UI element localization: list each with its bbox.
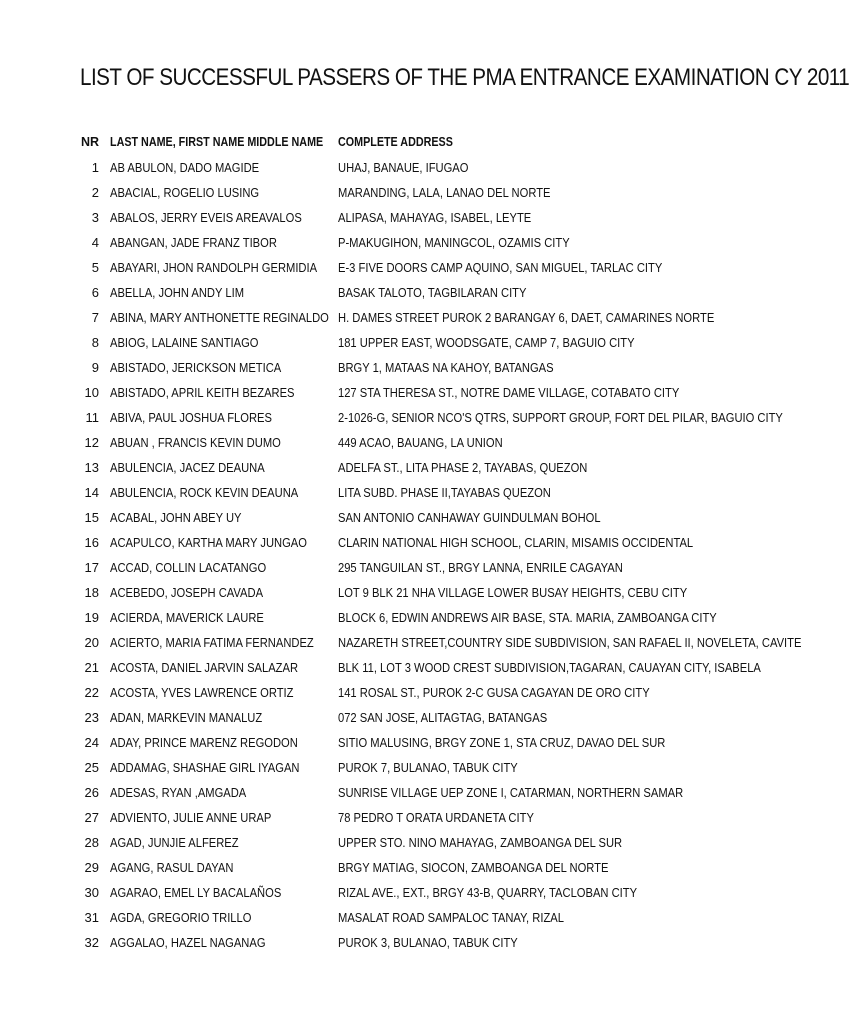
table-row	[0, 855, 768, 880]
row-name: ABIVA, PAUL JOSHUA FLORES	[110, 410, 272, 425]
row-address: MASALAT ROAD SAMPALOC TANAY, RIZAL	[338, 910, 564, 925]
table-row	[0, 455, 768, 480]
table-row	[0, 805, 768, 830]
header-address: COMPLETE ADDRESS	[338, 135, 453, 149]
table-row	[0, 505, 768, 530]
row-nr: 23	[84, 710, 99, 725]
row-address: P-MAKUGIHON, MANINGCOL, OZAMIS CITY	[338, 235, 570, 250]
row-name: ABIOG, LALAINE SANTIAGO	[110, 335, 259, 350]
header-nr: NR	[80, 135, 99, 149]
row-address: E-3 FIVE DOORS CAMP AQUINO, SAN MIGUEL, TARLAC CITY	[338, 260, 663, 275]
row-nr: 31	[84, 910, 99, 925]
row-nr: 12	[84, 435, 99, 450]
row-address: 127 STA THERESA ST., NOTRE DAME VILLAGE, COTABATO CITY	[338, 385, 680, 400]
row-address: 072 SAN JOSE, ALITAGTAG, BATANGAS	[338, 710, 548, 725]
row-address: BLOCK 6, EDWIN ANDREWS AIR BASE, STA. MARIA, ZAMBOANGA CITY	[338, 610, 717, 625]
row-name: ABAYARI, JHON RANDOLPH GERMIDIA	[110, 260, 318, 275]
row-nr: 13	[84, 460, 99, 475]
table-row	[0, 330, 768, 355]
row-name: ABISTADO, APRIL KEITH BEZARES	[110, 385, 295, 400]
row-nr: 22	[84, 685, 99, 700]
table-row	[0, 480, 768, 505]
row-address: BRGY 1, MATAAS NA KAHOY, BATANGAS	[338, 360, 554, 375]
row-nr: 19	[84, 610, 99, 625]
table-row	[0, 730, 768, 755]
header-name: LAST NAME, FIRST NAME MIDDLE NAME	[110, 135, 324, 149]
row-address: UPPER STO. NINO MAHAYAG, ZAMBOANGA DEL SUR	[338, 835, 623, 850]
passers-table	[0, 155, 802, 955]
row-nr: 4	[91, 235, 99, 250]
row-nr: 3	[91, 210, 99, 225]
row-name: ADDAMAG, SHASHAE GIRL IYAGAN	[110, 760, 300, 775]
row-nr: 11	[85, 410, 99, 425]
row-address: 449 ACAO, BAUANG, LA UNION	[338, 435, 503, 450]
table-row	[0, 555, 768, 580]
row-nr: 9	[91, 360, 99, 375]
row-address: BASAK TALOTO, TAGBILARAN CITY	[338, 285, 527, 300]
row-nr: 10	[84, 385, 99, 400]
row-name: ABUAN , FRANCIS KEVIN DUMO	[110, 435, 281, 450]
row-address: ALIPASA, MAHAYAG, ISABEL, LEYTE	[338, 210, 532, 225]
row-address: PUROK 3, BULANAO, TABUK CITY	[338, 935, 518, 950]
row-address: 295 TANGUILAN ST., BRGY LANNA, ENRILE CAGAYAN	[338, 560, 623, 575]
row-nr: 20	[84, 635, 99, 650]
row-name: ACOSTA, YVES LAWRENCE ORTIZ	[110, 685, 294, 700]
row-name: ABACIAL, ROGELIO LUSING	[110, 185, 260, 200]
row-name: AGDA, GREGORIO TRILLO	[110, 910, 252, 925]
row-nr: 21	[84, 660, 99, 675]
row-address: 2-1026-G, SENIOR NCO'S QTRS, SUPPORT GROUP, FORT DEL PILAR, BAGUIO CITY	[338, 410, 783, 425]
row-address: ADELFA ST., LITA PHASE 2, TAYABAS, QUEZON	[338, 460, 588, 475]
row-nr: 18	[84, 585, 99, 600]
table-row	[0, 880, 768, 905]
row-name: ABELLA, JOHN ANDY LIM	[110, 285, 245, 300]
document-title: LIST OF SUCCESSFUL PASSERS OF THE PMA ENTRANCE EXAMINATION CY 2011	[80, 64, 849, 91]
row-address: 181 UPPER EAST, WOODSGATE, CAMP 7, BAGUIO CITY	[338, 335, 635, 350]
row-name: AB ABULON, DADO MAGIDE	[110, 160, 260, 175]
row-nr: 28	[84, 835, 99, 850]
row-nr: 5	[91, 260, 99, 275]
row-address: UHAJ, BANAUE, IFUGAO	[338, 160, 469, 175]
table-header	[0, 130, 768, 155]
row-name: ACIERTO, MARIA FATIMA FERNANDEZ	[110, 635, 314, 650]
table-row	[0, 630, 802, 655]
row-nr: 6	[91, 285, 99, 300]
table-row	[0, 155, 768, 180]
row-address: BRGY MATIAG, SIOCON, ZAMBOANGA DEL NORTE	[338, 860, 609, 875]
table-row	[0, 205, 768, 230]
row-address: SAN ANTONIO CANHAWAY GUINDULMAN BOHOL	[338, 510, 601, 525]
table-row	[0, 380, 768, 405]
row-address: PUROK 7, BULANAO, TABUK CITY	[338, 760, 518, 775]
row-nr: 14	[84, 485, 99, 500]
table-row	[0, 930, 768, 955]
row-nr: 29	[84, 860, 99, 875]
row-nr: 26	[84, 785, 99, 800]
table-row	[0, 355, 768, 380]
row-address: CLARIN NATIONAL HIGH SCHOOL, CLARIN, MISAMIS OCCIDENTAL	[338, 535, 694, 550]
table-row	[0, 305, 768, 330]
row-name: ACOSTA, DANIEL JARVIN SALAZAR	[110, 660, 299, 675]
row-nr: 16	[84, 535, 99, 550]
row-address: 78 PEDRO T ORATA URDANETA CITY	[338, 810, 534, 825]
table-row	[0, 905, 768, 930]
table-row	[0, 255, 768, 280]
row-address: LITA SUBD. PHASE II,TAYABAS QUEZON	[338, 485, 551, 500]
row-address: 141 ROSAL ST., PUROK 2-C GUSA CAGAYAN DE ORO CITY	[338, 685, 650, 700]
table-row	[0, 655, 768, 680]
row-name: ACABAL, JOHN ABEY UY	[110, 510, 242, 525]
row-name: AGARAO, EMEL LY BACALAÑOS	[110, 885, 282, 900]
row-address: LOT 9 BLK 21 NHA VILLAGE LOWER BUSAY HEIGHTS, CEBU CITY	[338, 585, 688, 600]
row-name: ADAN, MARKEVIN MANALUZ	[110, 710, 263, 725]
row-nr: 1	[91, 160, 99, 175]
row-nr: 24	[84, 735, 99, 750]
table-row	[0, 530, 768, 555]
row-address: SITIO MALUSING, BRGY ZONE 1, STA CRUZ, DAVAO DEL SUR	[338, 735, 666, 750]
table-row	[0, 680, 768, 705]
table-row	[0, 830, 768, 855]
row-nr: 2	[91, 185, 99, 200]
row-address: BLK 11, LOT 3 WOOD CREST SUBDIVISION,TAGARAN, CAUAYAN CITY, ISABELA	[338, 660, 761, 675]
row-name: ABISTADO, JERICKSON METICA	[110, 360, 282, 375]
row-name: ADVIENTO, JULIE ANNE URAP	[110, 810, 272, 825]
row-nr: 25	[84, 760, 99, 775]
row-address: RIZAL AVE., EXT., BRGY 43-B, QUARRY, TACLOBAN CITY	[338, 885, 638, 900]
row-name: AGANG, RASUL DAYAN	[110, 860, 234, 875]
row-nr: 27	[84, 810, 99, 825]
row-nr: 32	[84, 935, 99, 950]
row-nr: 15	[84, 510, 99, 525]
row-nr: 30	[84, 885, 99, 900]
row-name: AGGALAO, HAZEL NAGANAG	[110, 935, 266, 950]
row-nr: 17	[84, 560, 99, 575]
table-row	[0, 405, 783, 430]
row-name: ACAPULCO, KARTHA MARY JUNGAO	[110, 535, 307, 550]
row-name: AGAD, JUNJIE ALFEREZ	[110, 835, 239, 850]
row-address: MARANDING, LALA, LANAO DEL NORTE	[338, 185, 551, 200]
row-name: ACCAD, COLLIN LACATANGO	[110, 560, 267, 575]
row-name: ABINA, MARY ANTHONETTE REGINALDO	[110, 310, 329, 325]
row-address: H. DAMES STREET PUROK 2 BARANGAY 6, DAET, CAMARINES NORTE	[338, 310, 715, 325]
table-row	[0, 430, 768, 455]
row-nr: 8	[91, 335, 99, 350]
table-row	[0, 280, 768, 305]
row-name: ACEBEDO, JOSEPH CAVADA	[110, 585, 264, 600]
row-name: ADESAS, RYAN ,AMGADA	[110, 785, 247, 800]
row-nr: 7	[91, 310, 99, 325]
row-name: ACIERDA, MAVERICK LAURE	[110, 610, 264, 625]
row-address: NAZARETH STREET,COUNTRY SIDE SUBDIVISION, SAN RAFAEL II, NOVELETA, CAVITE	[338, 635, 802, 650]
row-name: ABANGAN, JADE FRANZ TIBOR	[110, 235, 277, 250]
row-name: ADAY, PRINCE MARENZ REGODON	[110, 735, 298, 750]
table-row	[0, 755, 768, 780]
table-row	[0, 705, 768, 730]
table-row	[0, 230, 768, 255]
table-row	[0, 605, 768, 630]
table-row	[0, 780, 768, 805]
table-row	[0, 580, 768, 605]
row-name: ABULENCIA, ROCK KEVIN DEAUNA	[110, 485, 299, 500]
row-name: ABULENCIA, JACEZ DEAUNA	[110, 460, 265, 475]
row-name: ABALOS, JERRY EVEIS AREAVALOS	[110, 210, 302, 225]
table-row	[0, 180, 768, 205]
row-address: SUNRISE VILLAGE UEP ZONE I, CATARMAN, NORTHERN SAMAR	[338, 785, 684, 800]
